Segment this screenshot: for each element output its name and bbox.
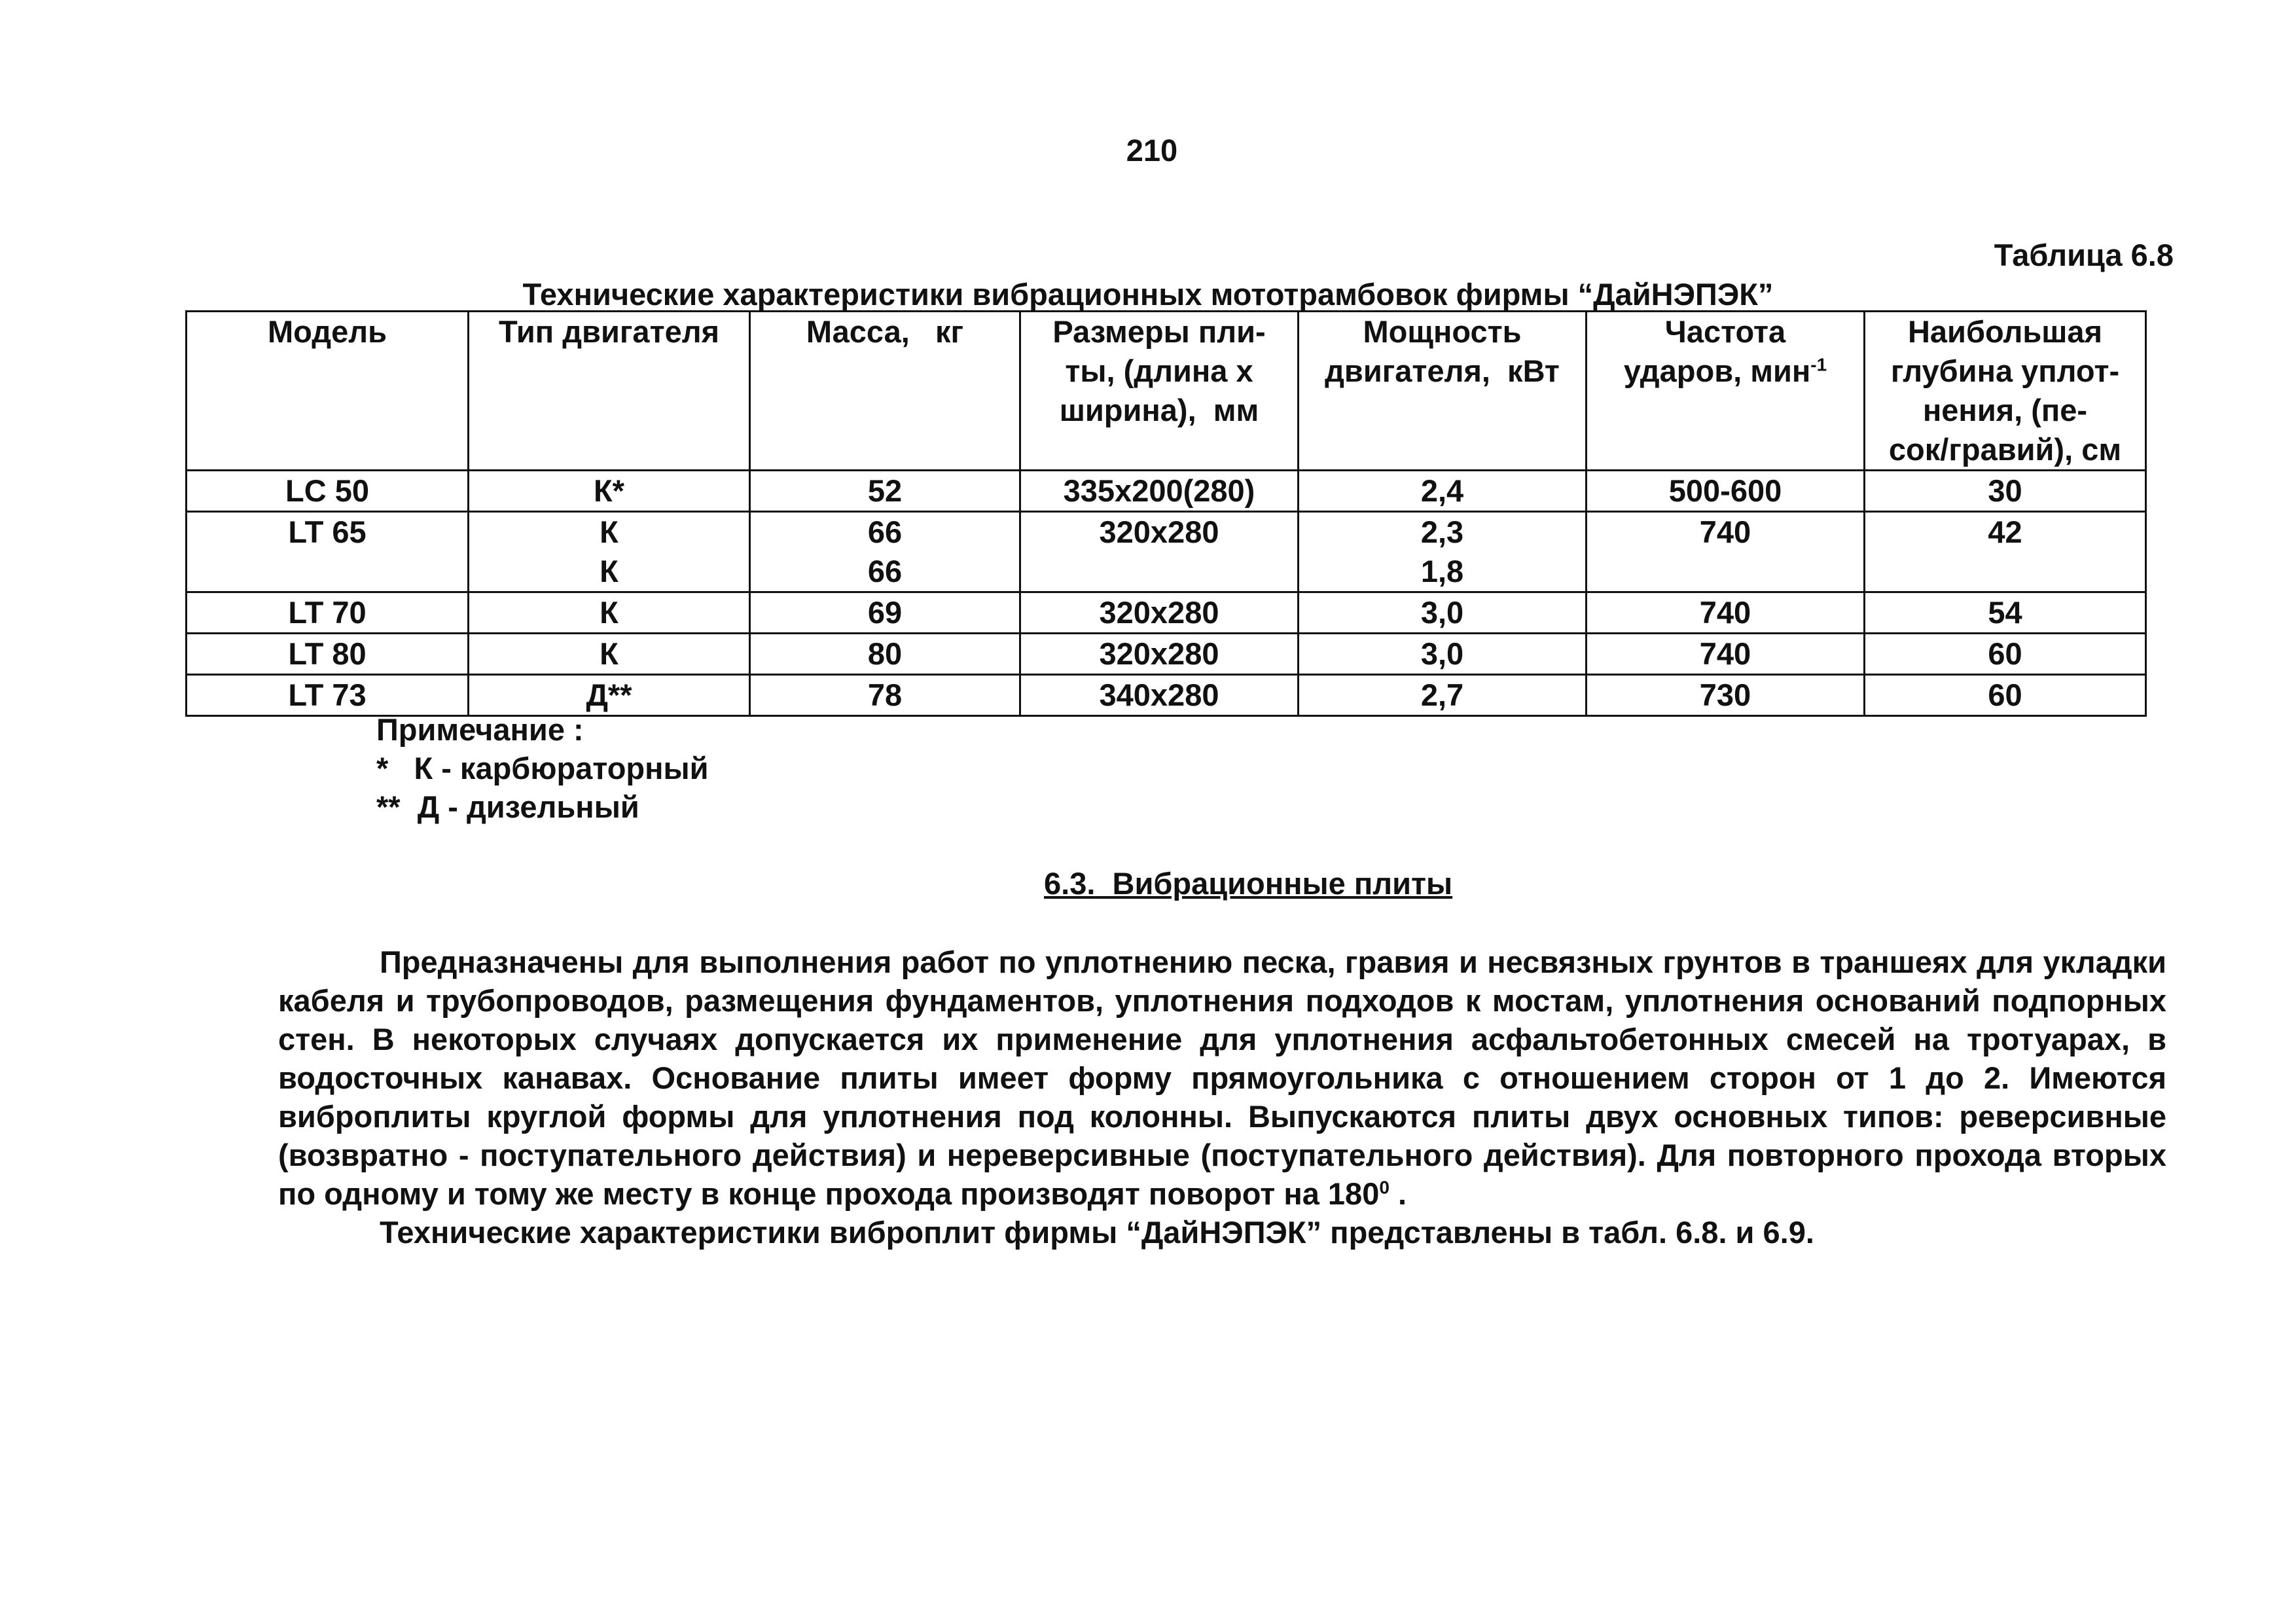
cell-power: 3,0 <box>1299 634 1587 675</box>
cell-model: LT 65 <box>187 512 469 592</box>
table-row <box>187 471 2146 512</box>
cell-size: 320х280 <box>1020 512 1299 592</box>
cell-model: LC 50 <box>187 471 469 512</box>
cell-mass: 78 <box>750 675 1020 716</box>
note-item: ** Д - дизельный <box>376 789 639 824</box>
cell-engine: К* <box>469 471 750 512</box>
cell-depth: 60 <box>1865 634 2146 675</box>
cell-engine: К <box>469 634 750 675</box>
cell-size: 335х200(280) <box>1020 471 1299 512</box>
cell-model: LT 80 <box>187 634 469 675</box>
section-number: 6.3. <box>1044 866 1096 901</box>
cell-power: 2,7 <box>1299 675 1587 716</box>
header-impact-frequency: Частота ударов, мин$^{-1}$ <box>1587 312 1865 471</box>
note-item: * К - карбюраторный <box>376 751 709 785</box>
cell-mass: 69 <box>750 592 1020 634</box>
cell-depth: 54 <box>1865 592 2146 634</box>
cell-mass: 80 <box>750 634 1020 675</box>
table-row <box>187 512 2146 592</box>
table-note <box>376 710 709 826</box>
cell-size: 340х280 <box>1020 675 1299 716</box>
cell-size: 320х280 <box>1020 634 1299 675</box>
cell-mass: 66 66 <box>750 512 1020 592</box>
cell-power: 2,3 1,8 <box>1299 512 1587 592</box>
cell-frequency: 730 <box>1587 675 1865 716</box>
header-max-compaction-depth: Наибольшая глубина уплот- нения, (пе- сок/гравий), см <box>1865 312 2146 471</box>
cell-engine: К <box>469 592 750 634</box>
cell-frequency: 500-600 <box>1587 471 1865 512</box>
cell-depth: 42 <box>1865 512 2146 592</box>
paragraph: Технические характеристики виброплит фирмы “ДайНЭПЭК” представлены в табл. 6.8. и 6.9. <box>380 1215 1814 1250</box>
cell-depth: 60 <box>1865 675 2146 716</box>
note-title: Примечание : <box>376 712 584 747</box>
body-text <box>278 943 2166 1252</box>
cell-power: 2,4 <box>1299 471 1587 512</box>
cell-engine: К К <box>469 512 750 592</box>
table-title: Технические характеристики вибрационных мототрамбовок фирмы “ДайНЭПЭК” <box>522 277 1774 312</box>
cell-frequency: 740 <box>1587 634 1865 675</box>
header-model: Модель <box>187 312 469 471</box>
table-label: Таблица 6.8 <box>1994 238 2174 272</box>
cell-engine: Д** <box>469 675 750 716</box>
paragraph: Предназначены для выполнения работ по уплотнению песка, гравия и несвязных грунтов в траншеях для укладки кабеля и трубопроводов, размещения фундаментов, уплотнения подходов к мостам, уплотнения оснований подпорных стен. В некоторых случаях допускается их применение для уплотнения асфальтобетонных смесей на тротуарах, в водосточных канавах. Основание плиты имеет форму прямоугольника с отношением сторон от 1 до 2. Имеются виброплиты круглой формы для уплотнения под колонны. Выпускаются плиты двух основных типов: реверсивные (возвратно - поступательного действия) и нереверсивные (поступательного действия). Для повторного прохода вторых по одному и тому же месту в конце прохода производят поворот на $180^0$ . <box>278 945 2166 1211</box>
header-plate-size: Размеры пли- ты, (длина х ширина), мм <box>1020 312 1299 471</box>
cell-model: LT 70 <box>187 592 469 634</box>
table-row <box>187 634 2146 675</box>
page-number: 210 <box>1126 133 1178 168</box>
cell-mass: 52 <box>750 471 1020 512</box>
table-header-row <box>187 312 2146 471</box>
specifications-table <box>185 310 2147 717</box>
header-mass: Масса, кг <box>750 312 1020 471</box>
section-heading <box>1044 864 1452 903</box>
table-row <box>187 592 2146 634</box>
header-engine-type: Тип двигателя <box>469 312 750 471</box>
cell-size: 320х280 <box>1020 592 1299 634</box>
cell-frequency: 740 <box>1587 512 1865 592</box>
cell-frequency: 740 <box>1587 592 1865 634</box>
cell-power: 3,0 <box>1299 592 1587 634</box>
header-engine-power: Мощность двигателя, кВт <box>1299 312 1587 471</box>
cell-depth: 30 <box>1865 471 2146 512</box>
cell-model: LT 73 <box>187 675 469 716</box>
section-title: Вибрационные плиты <box>1112 866 1453 901</box>
